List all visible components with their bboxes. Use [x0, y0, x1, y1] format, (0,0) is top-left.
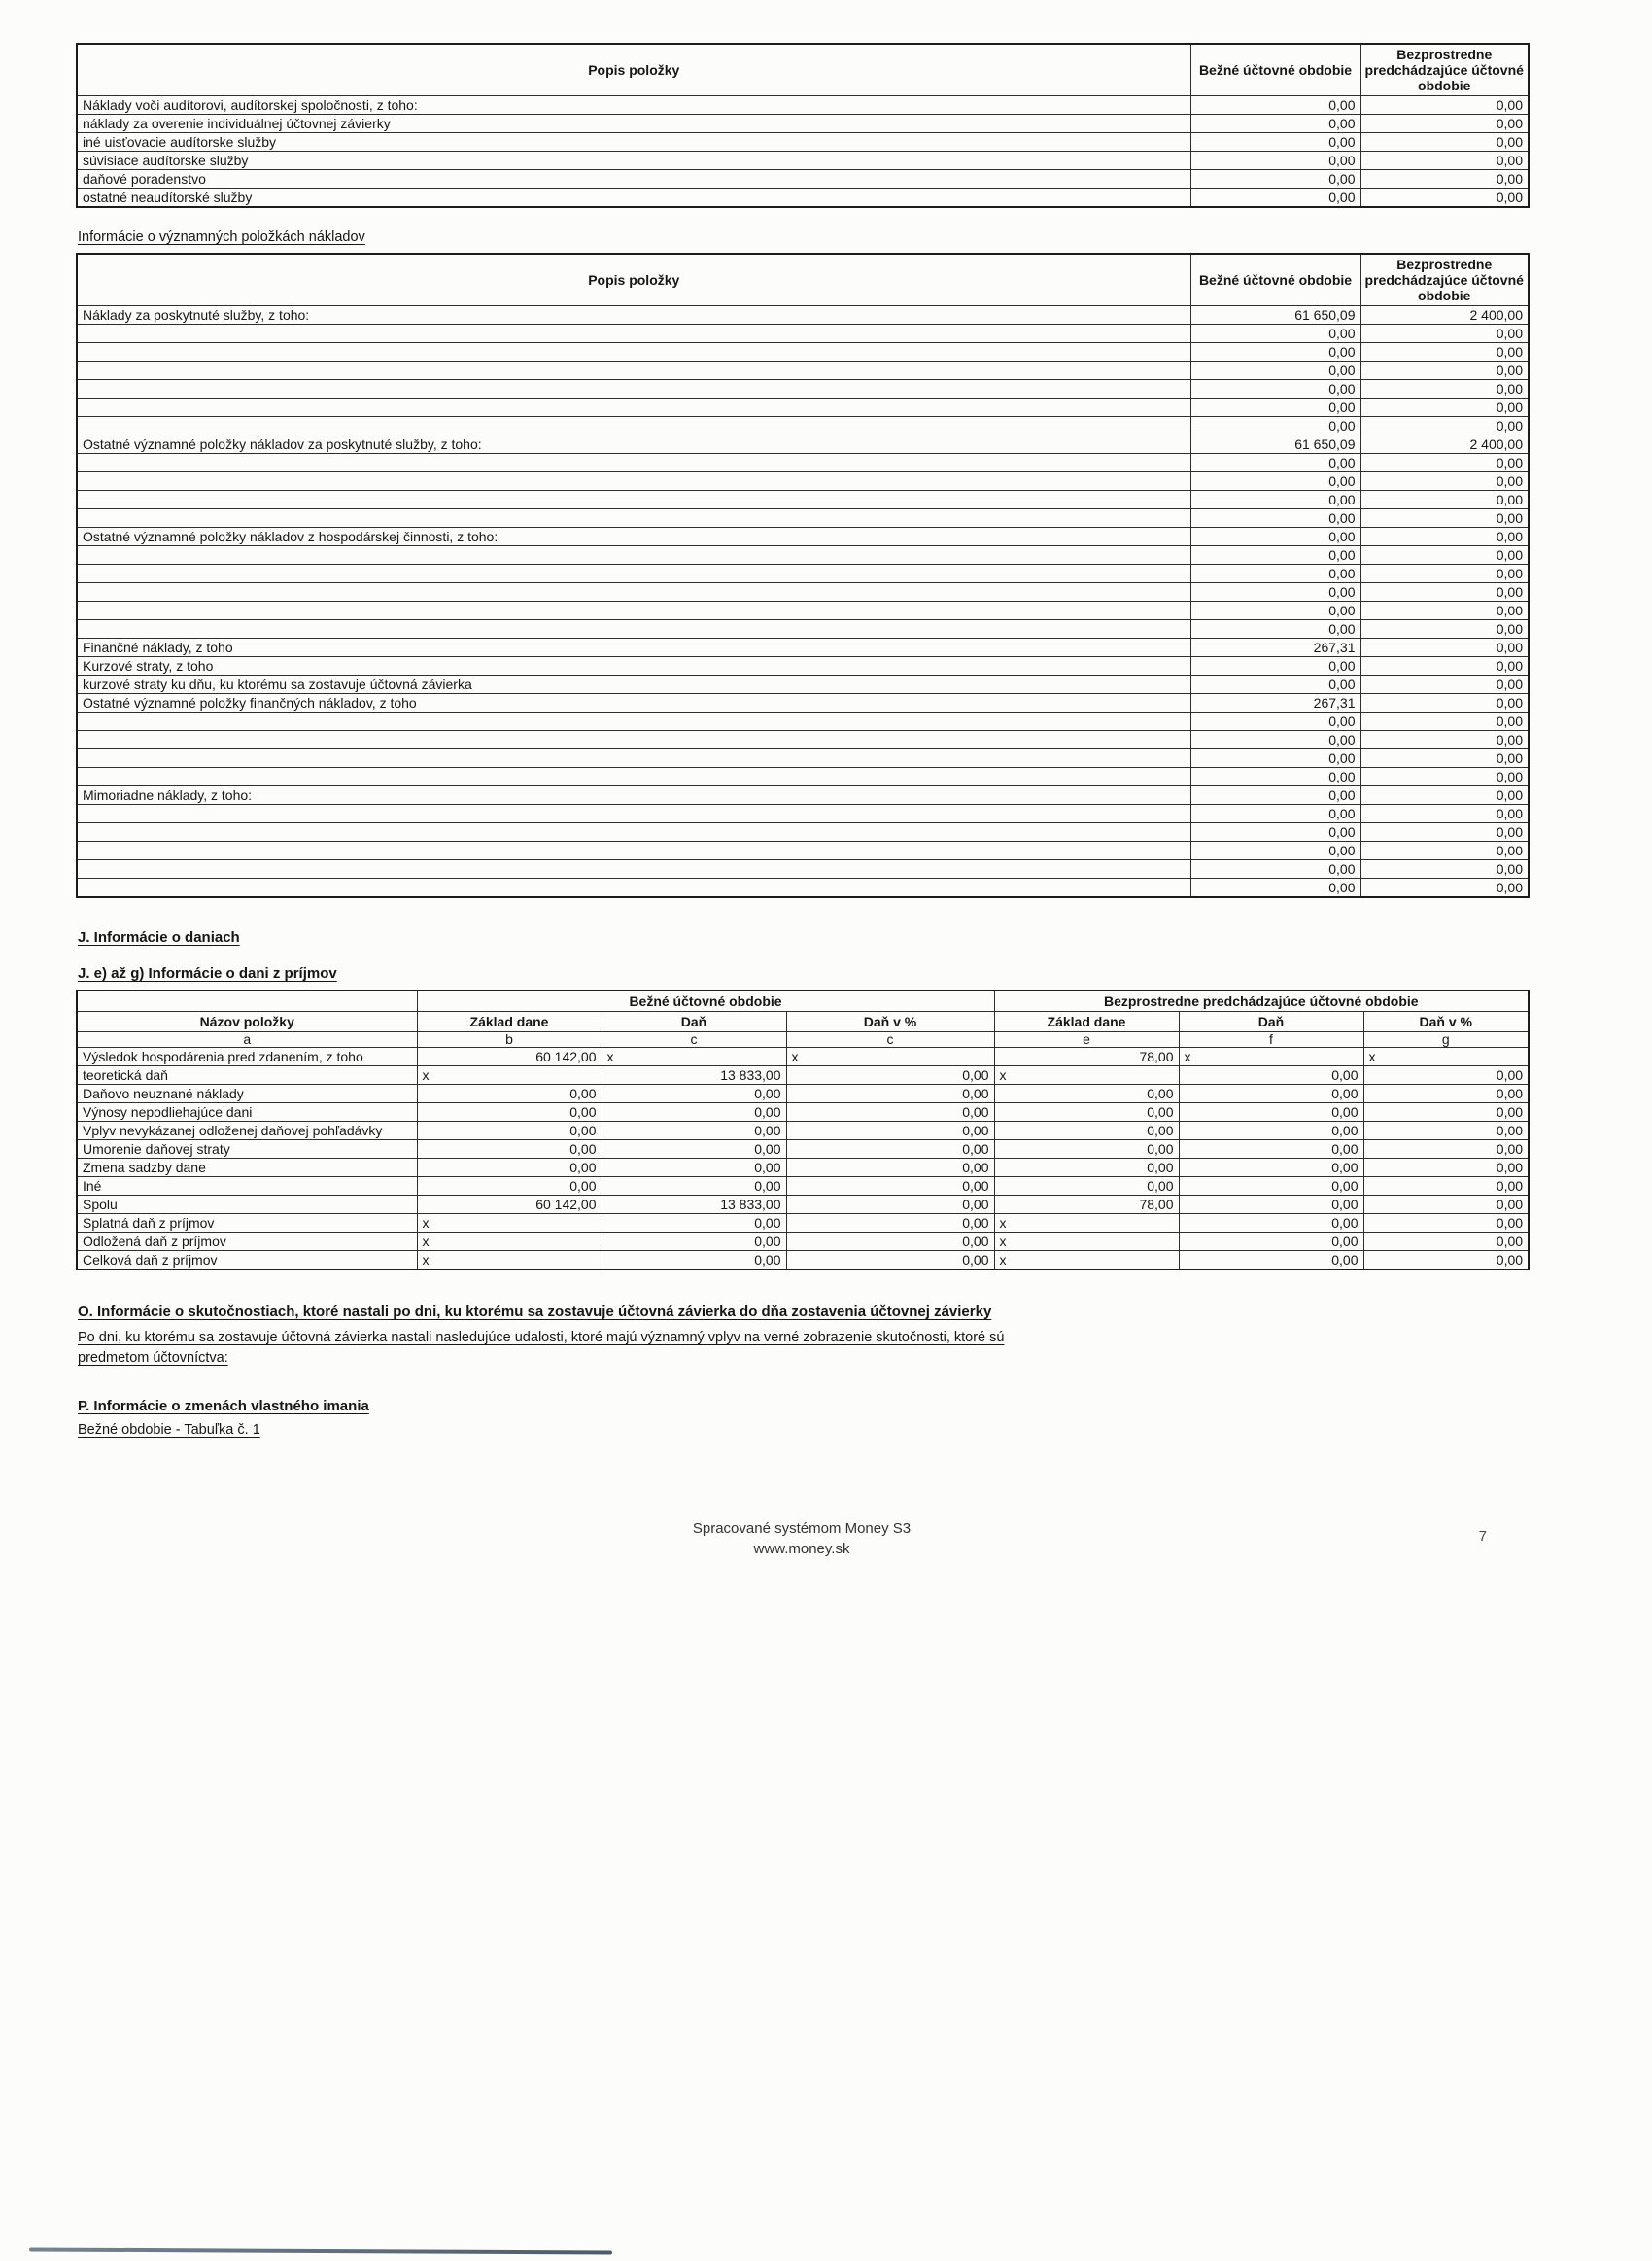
- table-row: [77, 454, 1529, 472]
- table-row: [77, 1214, 1529, 1233]
- header-blank-cell: [77, 991, 417, 1012]
- table-column-header-row: [77, 1012, 1529, 1032]
- value-tax-base-current: 60 142,00: [417, 1196, 602, 1214]
- header-popis-polozky: Popis položky: [77, 44, 1190, 96]
- post-balance-events-text: Po dni, ku ktorému sa zostavuje účtovná závierka nastali nasledujúce udalosti, ktoré majú významný vplyv na verné zobrazenie skutočnosti, ktoré sú predmetom účtovníctva:: [78, 1330, 1005, 1366]
- value-tax-base-current: x: [417, 1251, 602, 1270]
- value-previous-period: 0,00: [1360, 694, 1529, 713]
- value-current-period: 0,00: [1190, 565, 1360, 583]
- value-tax-current: 13 833,00: [602, 1066, 786, 1085]
- value-previous-period: 0,00: [1360, 509, 1529, 528]
- value-previous-period: 0,00: [1360, 860, 1529, 879]
- value-current-period: 0,00: [1190, 620, 1360, 639]
- col-header-dan-current: Daň: [602, 1012, 786, 1032]
- row-label: Výsledok hospodárenia pred zdanením, z toho: [77, 1048, 417, 1066]
- value-current-period: 0,00: [1190, 860, 1360, 879]
- value-tax-current: 0,00: [602, 1214, 786, 1233]
- col-header-dan-previous: Daň: [1179, 1012, 1363, 1032]
- row-label: Ostatné významné položky nákladov z hospodárskej činnosti, z toho:: [77, 528, 1190, 546]
- header-previous-period: Bezprostredne predchádzajúce účtovné obdobie: [1360, 44, 1529, 96]
- table-row: [77, 417, 1529, 435]
- value-current-period: 0,00: [1190, 133, 1360, 152]
- value-tax-pct-current: 0,00: [786, 1159, 994, 1177]
- value-tax-previous: 0,00: [1179, 1214, 1363, 1233]
- value-previous-period: 0,00: [1360, 152, 1529, 170]
- value-tax-base-previous: 0,00: [994, 1159, 1179, 1177]
- value-tax-base-previous: x: [994, 1066, 1179, 1085]
- income-tax-table: [76, 990, 1530, 1270]
- value-current-period: 0,00: [1190, 380, 1360, 399]
- value-tax-base-current: 0,00: [417, 1085, 602, 1103]
- value-previous-period: 0,00: [1360, 657, 1529, 676]
- value-previous-period: 0,00: [1360, 399, 1529, 417]
- value-previous-period: 0,00: [1360, 362, 1529, 380]
- col-letter-a: a: [77, 1032, 417, 1048]
- value-current-period: 0,00: [1190, 96, 1360, 115]
- value-tax-pct-previous: 0,00: [1363, 1122, 1529, 1140]
- table-row: [77, 435, 1529, 454]
- table-row: [77, 713, 1529, 731]
- value-tax-base-previous: 78,00: [994, 1048, 1179, 1066]
- scan-artifact-line: [29, 2247, 612, 2254]
- value-tax-base-previous: 0,00: [994, 1103, 1179, 1122]
- table-row: [77, 152, 1529, 170]
- value-tax-pct-previous: 0,00: [1363, 1233, 1529, 1251]
- table-row: [77, 676, 1529, 694]
- table-row: [77, 1122, 1529, 1140]
- table-row: [77, 1196, 1529, 1214]
- row-label: Iné: [77, 1177, 417, 1196]
- value-tax-current: 0,00: [602, 1233, 786, 1251]
- value-current-period: 0,00: [1190, 509, 1360, 528]
- row-label: Kurzové straty, z toho: [77, 657, 1190, 676]
- value-tax-pct-previous: 0,00: [1363, 1159, 1529, 1177]
- section-title-income-tax: J. e) až g) Informácie o dani z príjmov: [78, 965, 337, 982]
- row-label: [77, 362, 1190, 380]
- value-previous-period: 0,00: [1360, 731, 1529, 749]
- table-row: [77, 620, 1529, 639]
- col-header-nazov-polozky: Názov položky: [77, 1012, 417, 1032]
- table-row: [77, 1251, 1529, 1270]
- value-tax-pct-previous: 0,00: [1363, 1103, 1529, 1122]
- header-popis-polozky: Popis položky: [77, 254, 1190, 306]
- value-current-period: 0,00: [1190, 399, 1360, 417]
- value-tax-base-current: 0,00: [417, 1177, 602, 1196]
- value-tax-pct-previous: 0,00: [1363, 1214, 1529, 1233]
- col-letter-c: c: [602, 1032, 786, 1048]
- value-previous-period: 2 400,00: [1360, 435, 1529, 454]
- value-previous-period: 0,00: [1360, 528, 1529, 546]
- value-tax-base-current: 0,00: [417, 1140, 602, 1159]
- row-label: [77, 472, 1190, 491]
- table-row: [77, 860, 1529, 879]
- row-label: daňové poradenstvo: [77, 170, 1190, 189]
- header-previous-period: Bezprostredne predchádzajúce účtovné obdobie: [1360, 254, 1529, 306]
- col-letter-g: g: [1363, 1032, 1529, 1048]
- row-label: [77, 454, 1190, 472]
- value-previous-period: 0,00: [1360, 786, 1529, 805]
- row-label: Celková daň z príjmov: [77, 1251, 417, 1270]
- row-label: [77, 842, 1190, 860]
- value-current-period: 0,00: [1190, 152, 1360, 170]
- table-row: [77, 1048, 1529, 1066]
- value-previous-period: 0,00: [1360, 842, 1529, 860]
- value-current-period: 0,00: [1190, 749, 1360, 768]
- value-current-period: 0,00: [1190, 189, 1360, 208]
- table-row: [77, 1177, 1529, 1196]
- row-label: Umorenie daňovej straty: [77, 1140, 417, 1159]
- value-tax-pct-current: 0,00: [786, 1103, 994, 1122]
- table-row: [77, 115, 1529, 133]
- value-current-period: 0,00: [1190, 768, 1360, 786]
- table-header-row: [77, 44, 1529, 96]
- row-label: [77, 325, 1190, 343]
- value-current-period: 61 650,09: [1190, 306, 1360, 325]
- value-tax-base-current: 60 142,00: [417, 1048, 602, 1066]
- value-previous-period: 0,00: [1360, 546, 1529, 565]
- value-tax-previous: 0,00: [1179, 1122, 1363, 1140]
- value-tax-base-previous: 0,00: [994, 1085, 1179, 1103]
- col-header-zaklad-dane-previous: Základ dane: [994, 1012, 1179, 1032]
- value-tax-pct-previous: 0,00: [1363, 1140, 1529, 1159]
- value-current-period: 0,00: [1190, 676, 1360, 694]
- value-tax-previous: 0,00: [1179, 1085, 1363, 1103]
- row-label: náklady za overenie individuálnej účtovnej závierky: [77, 115, 1190, 133]
- table-row: [77, 170, 1529, 189]
- table-row: [77, 1085, 1529, 1103]
- row-label: [77, 768, 1190, 786]
- value-tax-current: 0,00: [602, 1251, 786, 1270]
- value-current-period: 0,00: [1190, 823, 1360, 842]
- row-label: [77, 749, 1190, 768]
- value-tax-current: x: [602, 1048, 786, 1066]
- table-row: [77, 749, 1529, 768]
- value-current-period: 0,00: [1190, 805, 1360, 823]
- value-tax-previous: 0,00: [1179, 1233, 1363, 1251]
- row-label: [77, 491, 1190, 509]
- value-tax-current: 0,00: [602, 1177, 786, 1196]
- value-current-period: 61 650,09: [1190, 435, 1360, 454]
- value-current-period: 0,00: [1190, 713, 1360, 731]
- value-tax-pct-previous: 0,00: [1363, 1066, 1529, 1085]
- row-label: [77, 713, 1190, 731]
- value-previous-period: 0,00: [1360, 768, 1529, 786]
- row-label: Splatná daň z príjmov: [77, 1214, 417, 1233]
- row-label: Ostatné významné položky finančných nákladov, z toho: [77, 694, 1190, 713]
- value-current-period: 0,00: [1190, 170, 1360, 189]
- value-current-period: 0,00: [1190, 454, 1360, 472]
- value-previous-period: 0,00: [1360, 565, 1529, 583]
- section-title-significant-costs: Informácie o významných položkách nákladov: [78, 229, 365, 245]
- row-label: [77, 417, 1190, 435]
- row-label: Zmena sadzby dane: [77, 1159, 417, 1177]
- value-tax-previous: 0,00: [1179, 1140, 1363, 1159]
- value-previous-period: 0,00: [1360, 491, 1529, 509]
- value-tax-base-current: 0,00: [417, 1159, 602, 1177]
- value-current-period: 0,00: [1190, 491, 1360, 509]
- value-current-period: 0,00: [1190, 417, 1360, 435]
- row-label: kurzové straty ku dňu, ku ktorému sa zostavuje účtovná závierka: [77, 676, 1190, 694]
- value-tax-previous: 0,00: [1179, 1177, 1363, 1196]
- value-previous-period: 0,00: [1360, 879, 1529, 898]
- value-previous-period: 0,00: [1360, 749, 1529, 768]
- value-tax-base-previous: x: [994, 1214, 1179, 1233]
- row-label: Finančné náklady, z toho: [77, 639, 1190, 657]
- page-number: 7: [1478, 1528, 1487, 1545]
- table-row: [77, 879, 1529, 898]
- col-header-zaklad-dane-current: Základ dane: [417, 1012, 602, 1032]
- value-previous-period: 0,00: [1360, 96, 1529, 115]
- table-row: [77, 546, 1529, 565]
- table-row: [77, 639, 1529, 657]
- value-tax-previous: 0,00: [1179, 1196, 1363, 1214]
- value-tax-base-current: x: [417, 1066, 602, 1085]
- row-label: [77, 823, 1190, 842]
- value-tax-current: 0,00: [602, 1103, 786, 1122]
- value-current-period: 0,00: [1190, 879, 1360, 898]
- table-row: [77, 842, 1529, 860]
- value-previous-period: 0,00: [1360, 713, 1529, 731]
- row-label: [77, 731, 1190, 749]
- row-label: Daňovo neuznané náklady: [77, 1085, 417, 1103]
- table-row: [77, 565, 1529, 583]
- value-current-period: 0,00: [1190, 528, 1360, 546]
- value-tax-base-previous: x: [994, 1251, 1179, 1270]
- value-tax-pct-current: 0,00: [786, 1177, 994, 1196]
- value-tax-previous: 0,00: [1179, 1066, 1363, 1085]
- value-current-period: 0,00: [1190, 115, 1360, 133]
- row-label: súvisiace audítorske služby: [77, 152, 1190, 170]
- table-row: [77, 189, 1529, 208]
- value-tax-previous: 0,00: [1179, 1103, 1363, 1122]
- row-label: iné uisťovacie audítorske služby: [77, 133, 1190, 152]
- table-row: [77, 306, 1529, 325]
- value-tax-current: 0,00: [602, 1122, 786, 1140]
- value-previous-period: 0,00: [1360, 115, 1529, 133]
- section-equity-changes: [76, 1398, 1528, 1441]
- header-group-current: Bežné účtovné obdobie: [417, 991, 994, 1012]
- row-label: Spolu: [77, 1196, 417, 1214]
- value-tax-pct-current: 0,00: [786, 1251, 994, 1270]
- value-tax-pct-previous: 0,00: [1363, 1085, 1529, 1103]
- value-previous-period: 0,00: [1360, 380, 1529, 399]
- row-label: [77, 879, 1190, 898]
- value-current-period: 267,31: [1190, 639, 1360, 657]
- value-tax-base-current: 0,00: [417, 1122, 602, 1140]
- value-current-period: 0,00: [1190, 842, 1360, 860]
- table-row: [77, 768, 1529, 786]
- row-label: [77, 509, 1190, 528]
- col-letter-b: b: [417, 1032, 602, 1048]
- value-previous-period: 0,00: [1360, 583, 1529, 602]
- value-tax-current: 0,00: [602, 1159, 786, 1177]
- value-previous-period: 0,00: [1360, 602, 1529, 620]
- row-label: [77, 583, 1190, 602]
- row-label: [77, 546, 1190, 565]
- value-tax-base-current: 0,00: [417, 1103, 602, 1122]
- table-row: [77, 509, 1529, 528]
- row-label: Ostatné významné položky nákladov za poskytnuté služby, z toho:: [77, 435, 1190, 454]
- value-tax-pct-current: 0,00: [786, 1196, 994, 1214]
- value-tax-previous: x: [1179, 1048, 1363, 1066]
- value-tax-pct-current: 0,00: [786, 1140, 994, 1159]
- header-current-period: Bežné účtovné obdobie: [1190, 254, 1360, 306]
- value-previous-period: 0,00: [1360, 454, 1529, 472]
- row-label: Náklady voči audítorovi, audítorskej spoločnosti, z toho:: [77, 96, 1190, 115]
- row-label: ostatné neaudítorské služby: [77, 189, 1190, 208]
- value-tax-base-current: x: [417, 1214, 602, 1233]
- table-row: [77, 1066, 1529, 1085]
- value-tax-pct-current: 0,00: [786, 1122, 994, 1140]
- value-tax-current: 13 833,00: [602, 1196, 786, 1214]
- header-group-previous: Bezprostredne predchádzajúce účtovné obdobie: [994, 991, 1529, 1012]
- value-tax-base-previous: 0,00: [994, 1122, 1179, 1140]
- row-label: [77, 805, 1190, 823]
- value-tax-previous: 0,00: [1179, 1251, 1363, 1270]
- table-row: [77, 399, 1529, 417]
- table-row: [77, 786, 1529, 805]
- table-letter-row: [77, 1032, 1529, 1048]
- row-label: Výnosy nepodliehajúce dani: [77, 1103, 417, 1122]
- value-previous-period: 0,00: [1360, 639, 1529, 657]
- col-header-dan-pct-current: Daň v %: [786, 1012, 994, 1032]
- table-row: [77, 472, 1529, 491]
- value-current-period: 0,00: [1190, 583, 1360, 602]
- header-current-period: Bežné účtovné obdobie: [1190, 44, 1360, 96]
- table-row: [77, 528, 1529, 546]
- page-footer: [76, 1518, 1528, 1559]
- value-tax-pct-previous: 0,00: [1363, 1251, 1529, 1270]
- value-current-period: 0,00: [1190, 602, 1360, 620]
- table-row: [77, 362, 1529, 380]
- value-current-period: 267,31: [1190, 694, 1360, 713]
- value-current-period: 0,00: [1190, 472, 1360, 491]
- value-tax-base-previous: 78,00: [994, 1196, 1179, 1214]
- value-tax-pct-previous: 0,00: [1363, 1196, 1529, 1214]
- col-letter-f: f: [1179, 1032, 1363, 1048]
- value-tax-pct-current: 0,00: [786, 1214, 994, 1233]
- value-previous-period: 0,00: [1360, 620, 1529, 639]
- table-row: [77, 343, 1529, 362]
- value-tax-base-previous: 0,00: [994, 1177, 1179, 1196]
- value-tax-base-previous: x: [994, 1233, 1179, 1251]
- value-tax-pct-previous: 0,00: [1363, 1177, 1529, 1196]
- value-tax-pct-current: x: [786, 1048, 994, 1066]
- value-previous-period: 0,00: [1360, 133, 1529, 152]
- value-tax-current: 0,00: [602, 1140, 786, 1159]
- value-tax-pct-previous: x: [1363, 1048, 1529, 1066]
- value-current-period: 0,00: [1190, 657, 1360, 676]
- row-label: [77, 343, 1190, 362]
- auditor-costs-table: [76, 43, 1530, 208]
- value-tax-pct-current: 0,00: [786, 1066, 994, 1085]
- value-previous-period: 0,00: [1360, 823, 1529, 842]
- row-label: [77, 602, 1190, 620]
- table-row: [77, 805, 1529, 823]
- col-letter-e: e: [994, 1032, 1179, 1048]
- row-label: [77, 565, 1190, 583]
- table-row: [77, 1140, 1529, 1159]
- value-previous-period: 2 400,00: [1360, 306, 1529, 325]
- value-current-period: 0,00: [1190, 731, 1360, 749]
- value-previous-period: 0,00: [1360, 325, 1529, 343]
- value-tax-pct-current: 0,00: [786, 1233, 994, 1251]
- row-label: [77, 620, 1190, 639]
- col-letter-c2: c: [786, 1032, 994, 1048]
- table-group-header-row: [77, 991, 1529, 1012]
- row-label: [77, 860, 1190, 879]
- table-row: [77, 1159, 1529, 1177]
- table-row: [77, 583, 1529, 602]
- table-row: [77, 602, 1529, 620]
- table-row: [77, 96, 1529, 115]
- significant-costs-table: [76, 253, 1530, 898]
- row-label: [77, 399, 1190, 417]
- value-previous-period: 0,00: [1360, 472, 1529, 491]
- table-row: [77, 731, 1529, 749]
- row-label: Náklady za poskytnuté služby, z toho:: [77, 306, 1190, 325]
- value-current-period: 0,00: [1190, 786, 1360, 805]
- footer-system-name: Spracované systémom Money S3: [692, 1520, 912, 1537]
- value-tax-pct-current: 0,00: [786, 1085, 994, 1103]
- value-previous-period: 0,00: [1360, 170, 1529, 189]
- section-title-taxes: J. Informácie o daniach: [78, 929, 240, 946]
- section-title-post-balance-events: O. Informácie o skutočnostiach, ktoré nastali po dni, ku ktorému sa zostavuje účtovná závierka do dňa zostavenia účtovnej závierky: [78, 1304, 992, 1320]
- value-tax-base-current: x: [417, 1233, 602, 1251]
- value-tax-base-previous: 0,00: [994, 1140, 1179, 1159]
- table-row: [77, 823, 1529, 842]
- value-tax-previous: 0,00: [1179, 1159, 1363, 1177]
- table-row: [77, 133, 1529, 152]
- value-current-period: 0,00: [1190, 325, 1360, 343]
- value-previous-period: 0,00: [1360, 417, 1529, 435]
- table-row: [77, 657, 1529, 676]
- footer-website: www.money.sk: [753, 1541, 850, 1557]
- table-header-row: [77, 254, 1529, 306]
- table-row: [77, 325, 1529, 343]
- value-current-period: 0,00: [1190, 343, 1360, 362]
- table-row: [77, 491, 1529, 509]
- row-label: teoretická daň: [77, 1066, 417, 1085]
- value-current-period: 0,00: [1190, 546, 1360, 565]
- table-row: [77, 1103, 1529, 1122]
- row-label: Odložená daň z príjmov: [77, 1233, 417, 1251]
- table-row: [77, 694, 1529, 713]
- section-post-balance-events: [76, 1304, 1528, 1369]
- row-label: Mimoriadne náklady, z toho:: [77, 786, 1190, 805]
- value-previous-period: 0,00: [1360, 805, 1529, 823]
- row-label: [77, 380, 1190, 399]
- table-row: [77, 1233, 1529, 1251]
- section-title-equity-changes: P. Informácie o zmenách vlastného imania: [78, 1398, 369, 1414]
- value-tax-current: 0,00: [602, 1085, 786, 1103]
- equity-current-period-label: Bežné obdobie - Tabuľka č. 1: [78, 1422, 260, 1438]
- table-row: [77, 380, 1529, 399]
- value-previous-period: 0,00: [1360, 676, 1529, 694]
- value-current-period: 0,00: [1190, 362, 1360, 380]
- value-previous-period: 0,00: [1360, 343, 1529, 362]
- col-header-dan-pct-previous: Daň v %: [1363, 1012, 1529, 1032]
- value-previous-period: 0,00: [1360, 189, 1529, 208]
- row-label: Vplyv nevykázanej odloženej daňovej pohľadávky: [77, 1122, 417, 1140]
